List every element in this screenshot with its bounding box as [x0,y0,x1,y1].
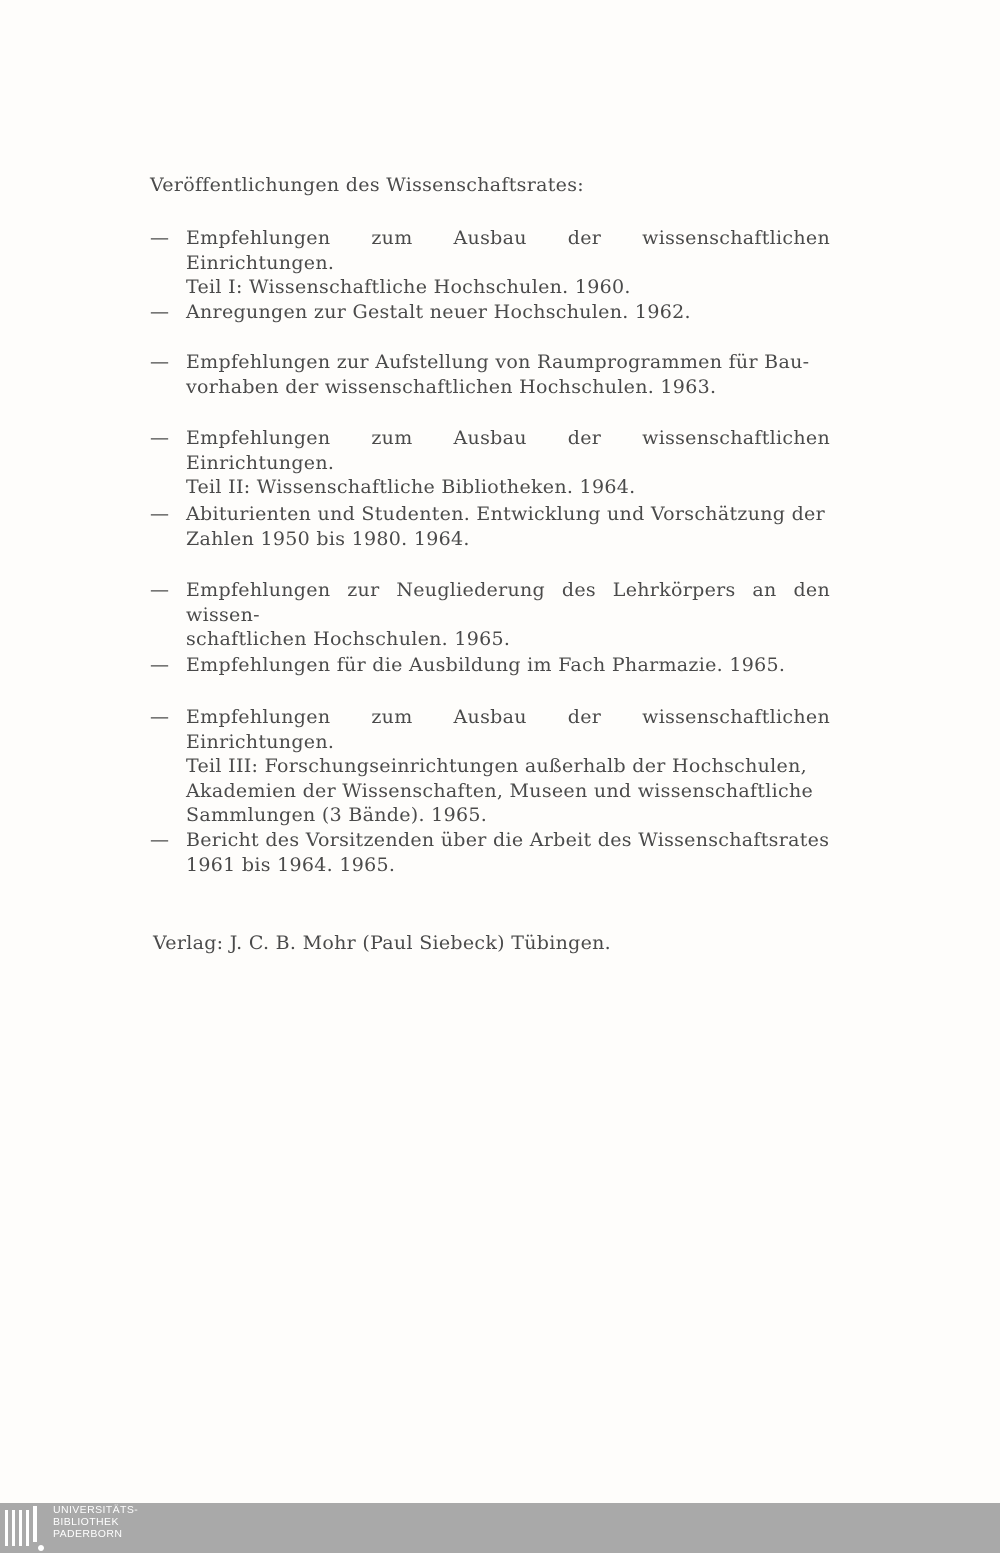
publication-entry [150,578,830,652]
footer-bar [0,1503,1000,1553]
library-name-line: UNIVERSITÄTS- [53,1504,139,1516]
entry-line: Empfehlungen zur Aufstellung von Raumprogrammen für Bau- [186,351,810,373]
entry-dash: — [150,706,170,728]
entry-line: vorhaben der wissenschaftlichen Hochschulen. 1963. [186,375,717,398]
library-logo-icon [3,1504,45,1552]
publication-entry [150,350,830,399]
entry-text [186,300,830,325]
entry-line: Empfehlungen zur Neugliederung des Lehrkörpers an den wissen- [186,579,830,626]
entry-dash: — [150,579,170,601]
library-name-line: PADERBORN [53,1528,123,1540]
entry-dash: — [150,829,170,851]
entry-dash: — [150,503,170,525]
entry-text [186,578,830,652]
entry-text [186,350,830,399]
library-name [53,1504,138,1540]
entry-line: Teil I: Wissenschaftliche Hochschulen. 1960. [186,276,631,298]
entry-line: Teil II: Wissenschaftliche Bibliotheken. 1964. [186,476,636,498]
entry-text [186,705,830,828]
entry-line: Teil III: Forschungseinrichtungen außerhalb der Hochschulen, [186,755,807,777]
entry-text [186,828,830,877]
library-name-line: BIBLIOTHEK [53,1516,119,1528]
entry-text [186,226,830,300]
publication-entry [150,226,830,300]
entry-text [186,426,830,500]
entry-dash: — [150,427,170,449]
entry-text [186,502,830,551]
publication-entry [150,502,830,551]
publication-entry [150,426,830,500]
entry-line: Empfehlungen zum Ausbau der wissenschaftlichen Einrichtungen. [186,427,830,474]
publication-entry [150,705,830,828]
entry-line: Empfehlungen zum Ausbau der wissenschaftlichen Einrichtungen. [186,706,830,753]
publication-entry [150,653,830,678]
entry-line: schaftlichen Hochschulen. 1965. [186,628,511,650]
entry-line: Anregungen zur Gestalt neuer Hochschulen. 1962. [186,301,691,323]
entry-text [186,653,830,678]
entry-line: Empfehlungen für die Ausbildung im Fach Pharmazie. 1965. [186,654,786,676]
publication-entry [150,828,830,877]
entry-dash: — [150,654,170,676]
entry-dash: — [150,301,170,323]
page-heading: Veröffentlichungen des Wissenschaftsrates: [150,174,584,196]
entry-line: Sammlungen (3 Bände). 1965. [186,804,488,826]
entry-dash: — [150,351,170,373]
entry-line: Bericht des Vorsitzenden über die Arbeit des Wissenschaftsrates [186,829,830,851]
publisher-line: Verlag: J. C. B. Mohr (Paul Siebeck) Tübingen. [153,932,612,954]
entry-line: Zahlen 1950 bis 1980. 1964. [186,527,470,550]
publication-entry [150,300,830,325]
entry-line: Akademien der Wissenschaften, Museen und wissenschaftliche [186,779,814,802]
entry-dash: — [150,227,170,249]
entry-line: 1961 bis 1964. 1965. [186,853,396,876]
entry-line: Empfehlungen zum Ausbau der wissenschaftlichen Einrichtungen. [186,227,830,274]
entry-line: Abiturienten und Studenten. Entwicklung und Vorschätzung der [186,503,825,525]
